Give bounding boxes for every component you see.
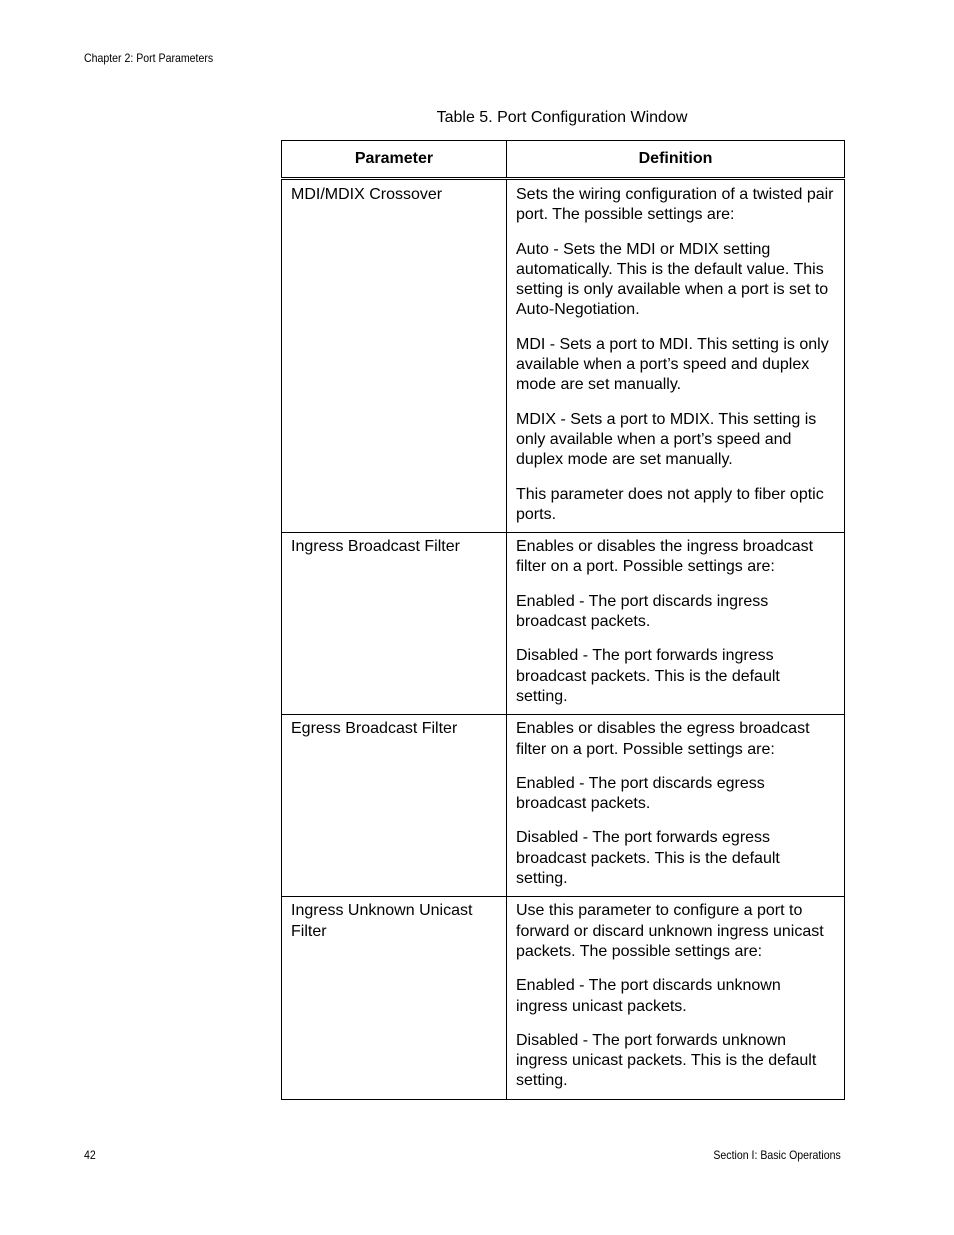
definition-paragraph: Use this parameter to configure a port to forward or discard unknown ingress unicast packets. The possible settings are: <box>516 902 824 960</box>
parameter-cell: Ingress Unknown Unicast Filter <box>282 897 507 1099</box>
running-header: Chapter 2: Port Parameters <box>84 51 214 65</box>
definition-cell <box>507 533 845 715</box>
definition-paragraph: Disabled - The port forwards egress broadcast packets. This is the default setting. <box>516 829 780 888</box>
definition-paragraph: Enabled - The port discards ingress broadcast packets. <box>516 592 769 631</box>
parameter-cell: Ingress Broadcast Filter <box>282 533 507 715</box>
definition-paragraph: Enables or disables the egress broadcast filter on a port. Possible settings are: <box>516 720 810 758</box>
running-footer: Section I: Basic Operations <box>713 1148 841 1162</box>
definition-paragraph: Sets the wiring configuration of a twisted pair port. The possible settings are: <box>516 186 834 224</box>
port-configuration-table <box>281 140 845 1100</box>
table-caption: Table 5. Port Configuration Window <box>436 109 688 126</box>
definition-paragraph: Disabled - The port forwards unknown ingress unicast packets. This is the default setting. <box>516 1031 817 1090</box>
definition-cell <box>507 897 845 1099</box>
definition-paragraph: This parameter does not apply to fiber optic ports. <box>516 485 824 523</box>
page-number: 42 <box>84 1148 96 1162</box>
definition-paragraph: Disabled - The port forwards ingress broadcast packets. This is the default setting. <box>516 647 780 705</box>
definition-paragraph: MDIX - Sets a port to MDIX. This setting is only available when a port’s speed and duplex mode are set manually. <box>516 410 817 469</box>
definition-cell <box>507 715 845 897</box>
definition-paragraph: Enables or disables the ingress broadcast filter on a port. Possible settings are: <box>516 538 814 576</box>
definition-cell <box>507 179 845 533</box>
table-row <box>282 897 845 1099</box>
parameter-cell: Egress Broadcast Filter <box>282 715 507 897</box>
column-header-definition: Definition <box>507 141 845 179</box>
definition-paragraph: Auto - Sets the MDI or MDIX setting automatically. This is the default value. This setting is only available when a port is set to Auto-Negotiation. <box>516 240 829 319</box>
parameter-cell: MDI/MDIX Crossover <box>282 179 507 533</box>
table-header-row <box>282 141 845 179</box>
definition-paragraph: Enabled - The port discards unknown ingress unicast packets. <box>516 977 781 1015</box>
table-row <box>282 715 845 897</box>
definition-paragraph: Enabled - The port discards egress broadcast packets. <box>516 774 765 813</box>
table-row <box>282 533 845 715</box>
column-header-parameter: Parameter <box>282 141 507 179</box>
definition-paragraph: MDI - Sets a port to MDI. This setting is only available when a port’s speed and duplex mode are set manually. <box>516 335 829 394</box>
table-row <box>282 179 845 533</box>
